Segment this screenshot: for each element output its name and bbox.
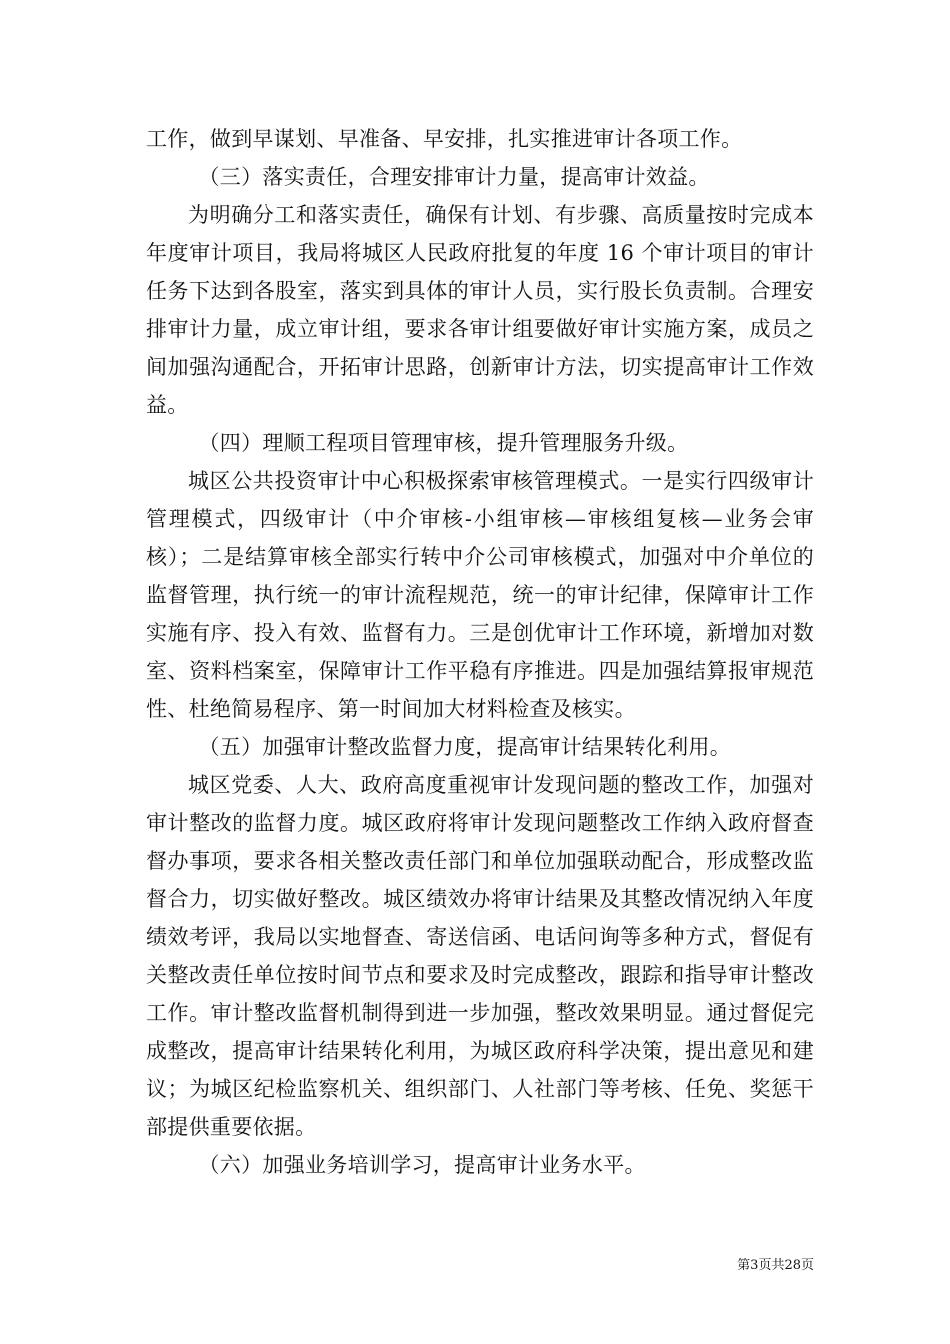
paragraph-body: 城区公共投资审计中心积极探索审核管理模式。一是实行四级审计管理模式，四级审计（中介审核-小组审核—审核组复核—业务会审核）；二是结算审核全部实行转中介公司审核模式，加强对中介单位的监督管理，执行统一的审计流程规范，统一的审计纪律，保障审计工作实施有序、投入有效、监督有力。三是创优审计工作环境，新增加对数室、资料档案室，保障审计工作平稳有序推进。四是加强结算报审规范性、杜绝简易程序、第一时间加大材料检查及核实。 [146,469,814,721]
section-heading-6: （六）加强业务培训学习，提高审计业务水平。 [198,1153,646,1177]
paragraph-continuation: 工作，做到早谋划、早准备、早安排，扎实推进审计各项工作。 [146,127,743,151]
page-number: 第3页共28页 [737,1258,814,1273]
section-heading-4: （四）理顺工程项目管理审核，提升管理服务升级。 [198,431,689,455]
paragraph-body: 城区党委、人大、政府高度重视审计发现问题的整改工作，加强对审计整改的监督力度。城区政府将审计发现问题整改工作纳入政府督查督办事项，要求各相关整改责任部门和单位加强联动配合，形成整改监督合力，切实做好整改。城区绩效办将审计结果及其整改情况纳入年度绩效考评，我局以实地督查、寄送信函、电话问询等多种方式，督促有关整改责任单位按时间节点和要求及时完成整改，跟踪和指导审计整改工作。审计整改监督机制得到进一步加强，整改效果明显。通过督促完成整改，提高审计结果转化利用，为城区政府科学决策，提出意见和建议；为城区纪检监察机关、组织部门、人社部门等考核、任免、奖惩干部提供重要依据。 [146,773,814,1139]
section-heading-5: （五）加强审计整改监督力度，提高审计结果转化利用。 [198,735,731,759]
paragraph-body: 为明确分工和落实责任，确保有计划、有步骤、高质量按时完成本年度审计项目，我局将城区人民政府批复的年度 16 个审计项目的审计任务下达到各股室，落实到具体的审计人员，实行股长负责制。合理安排审计力量，成立审计组，要求各审计组要做好审计实施方案，成员之间加强沟通配合，开拓审计思路，创新审计方法，切实提高审计工作效益。 [146,203,814,417]
document-body [146,120,814,1184]
section-heading-3: （三）落实责任，合理安排审计力量，提高审计效益。 [198,165,710,189]
